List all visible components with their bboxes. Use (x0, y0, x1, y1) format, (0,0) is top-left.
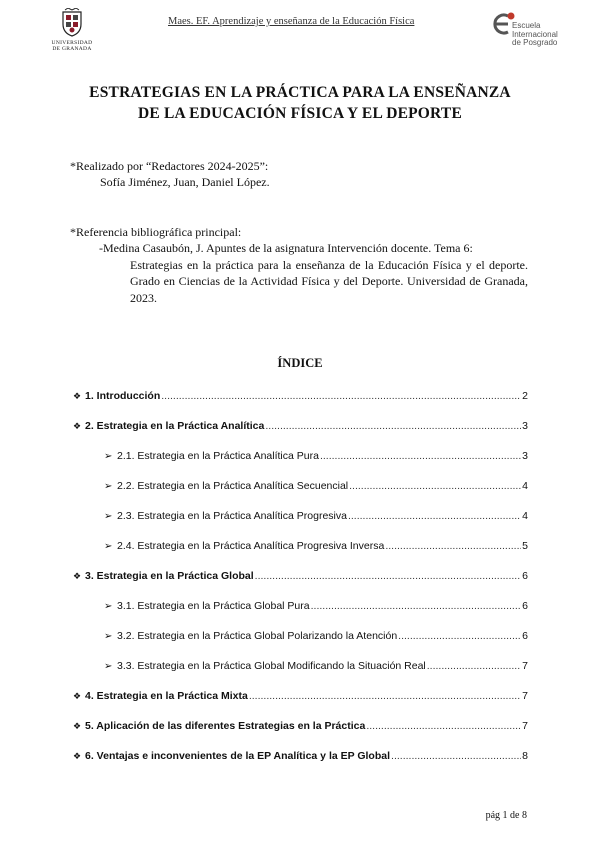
toc-entry-page: 6 (522, 570, 528, 582)
crest-icon (57, 8, 87, 38)
toc-entry[interactable] (73, 570, 528, 600)
diamond-bullet-icon: ❖ (73, 751, 82, 761)
index-heading: ÍNDICE (277, 356, 323, 370)
toc-leader-dots (311, 600, 522, 612)
toc-leader-dots (398, 630, 521, 642)
toc-entry-page: 7 (522, 720, 528, 732)
bibliography-line-1: -Medina Casaubón, J. Apuntes de la asignatura Intervención docente. Tema 6: (99, 241, 473, 255)
school-logo (490, 10, 570, 52)
bibliography-reference (99, 240, 528, 306)
toc-entry-label: 2.4. Estrategia en la Práctica Analítica Progresiva Inversa (117, 540, 385, 552)
toc-entry[interactable] (73, 420, 528, 450)
arrow-bullet-icon: ➢ (104, 511, 113, 522)
toc-entry[interactable] (73, 630, 528, 660)
diamond-bullet-icon: ❖ (73, 391, 82, 401)
document-title (40, 82, 560, 124)
toc-leader-dots (265, 420, 521, 432)
toc-entry[interactable] (73, 600, 528, 630)
bibliography-continuation: Estrategias en la práctica para la enseñanza de la Educación Física y el deporte. Grado en Ciencias de la Actividad Física y del Deporte. Universidad de Granada, 2023. (130, 257, 528, 305)
toc-entry-label: 2.1. Estrategia en la Práctica Analítica Pura (117, 450, 319, 462)
toc-leader-dots (427, 660, 521, 672)
toc-entry-label: 4. Estrategia en la Práctica Mixta (85, 690, 248, 702)
diamond-bullet-icon: ❖ (73, 571, 82, 581)
toc-entry-page: 7 (522, 660, 528, 672)
toc-entry-page: 5 (522, 540, 528, 552)
toc-leader-dots (366, 720, 521, 732)
arrow-bullet-icon: ➢ (104, 541, 113, 552)
toc-entry[interactable] (73, 510, 528, 540)
toc-entry-label: 1. Introducción (85, 390, 161, 402)
toc-entry-page: 6 (522, 630, 528, 642)
title-line-2: DE LA EDUCACIÓN FÍSICA Y EL DEPORTE (138, 105, 462, 122)
diamond-bullet-icon: ❖ (73, 691, 82, 701)
toc-leader-dots (349, 480, 521, 492)
toc-entry-page: 6 (522, 600, 528, 612)
running-header-title: Maes. EF. Aprendizaje y enseñanza de la Educación Física (168, 16, 415, 27)
university-name-line2: DE GRANADA (52, 46, 92, 52)
toc-entry[interactable] (73, 720, 528, 750)
toc-entry-label: 2.2. Estrategia en la Práctica Analítica Secuencial (117, 480, 349, 492)
toc-leader-dots (161, 390, 521, 402)
toc-leader-dots (385, 540, 521, 552)
toc-entry-page: 8 (522, 750, 528, 762)
credits-label: *Realizado por “Redactores 2024-2025”: (70, 159, 269, 173)
toc-entry-page: 4 (522, 480, 528, 492)
diamond-bullet-icon: ❖ (73, 721, 82, 731)
arrow-bullet-icon: ➢ (104, 451, 113, 462)
toc-entry-label: 6. Ventajas e inconvenientes de la EP Analítica y la EP Global (85, 750, 391, 762)
toc-entry-page: 2 (522, 390, 528, 402)
toc-entry-page: 3 (522, 450, 528, 462)
arrow-bullet-icon: ➢ (104, 601, 113, 612)
arrow-bullet-icon: ➢ (104, 631, 113, 642)
toc-entry[interactable] (73, 450, 528, 480)
title-line-1: ESTRATEGIAS EN LA PRÁCTICA PARA LA ENSEÑANZA (89, 84, 511, 101)
bibliography-label: *Referencia bibliográfica principal: (70, 225, 242, 239)
toc-entry-label: 3.3. Estrategia en la Práctica Global Modificando la Situación Real (117, 660, 426, 672)
toc-leader-dots (348, 510, 521, 522)
toc-entry-page: 7 (522, 690, 528, 702)
toc-entry-page: 3 (522, 420, 528, 432)
university-logo (44, 8, 100, 52)
toc-entry-page: 4 (522, 510, 528, 522)
toc-entry-label: 3.2. Estrategia en la Práctica Global Polarizando la Atención (117, 630, 398, 642)
toc-leader-dots (249, 690, 521, 702)
credits (70, 158, 270, 190)
arrow-bullet-icon: ➢ (104, 661, 113, 672)
toc-leader-dots (391, 750, 521, 762)
toc-entry[interactable] (73, 390, 528, 420)
toc-entry[interactable] (73, 750, 528, 780)
table-of-contents (73, 390, 528, 780)
toc-entry[interactable] (73, 480, 528, 510)
toc-entry[interactable] (73, 660, 528, 690)
toc-entry[interactable] (73, 690, 528, 720)
toc-entry-label: 3. Estrategia en la Práctica Global (85, 570, 254, 582)
toc-entry-label: 3.1. Estrategia en la Práctica Global Pura (117, 600, 310, 612)
university-name-line1: UNIVERSIDAD (51, 40, 93, 46)
school-name-line3: de Posgrado (512, 38, 558, 47)
page-number-footer: pág 1 de 8 (485, 810, 527, 821)
toc-leader-dots (320, 450, 521, 462)
school-name-line1: Escuela (512, 21, 541, 30)
toc-leader-dots (255, 570, 522, 582)
arrow-bullet-icon: ➢ (104, 481, 113, 492)
credits-authors: Sofía Jiménez, Juan, Daniel López. (100, 175, 270, 189)
toc-entry-label: 2. Estrategia en la Práctica Analítica (85, 420, 265, 432)
toc-entry-label: 2.3. Estrategia en la Práctica Analítica Progresiva (117, 510, 347, 522)
toc-entry[interactable] (73, 540, 528, 570)
toc-entry-label: 5. Aplicación de las diferentes Estrategias en la Práctica (85, 720, 366, 732)
school-name-line2: Internacional (512, 29, 558, 39)
diamond-bullet-icon: ❖ (73, 421, 82, 431)
